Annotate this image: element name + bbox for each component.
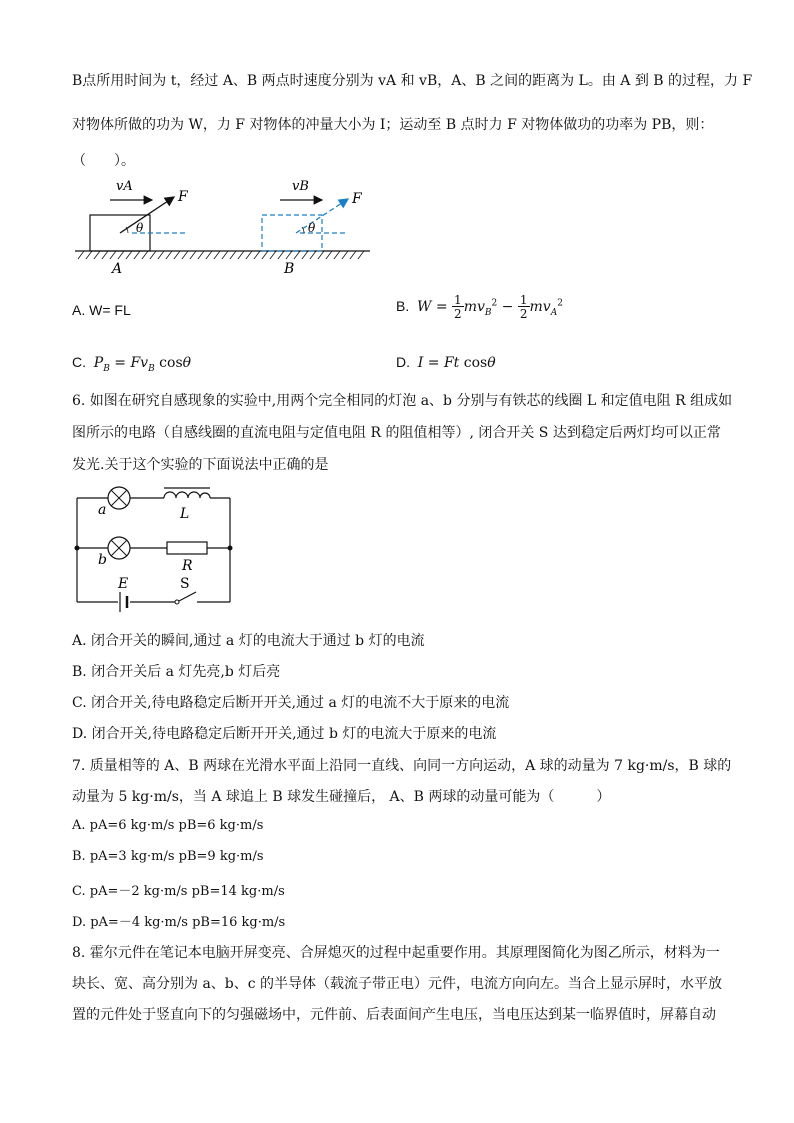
velocity-label-a: vA <box>116 179 133 194</box>
q8-stem-line-3: 置的元件处于竖直向下的匀强磁场中，元件前、后表面间产生电压，当电压达到某一临界值时，屏幕自动 <box>72 1007 716 1023</box>
force-label-a: F <box>178 189 188 205</box>
q5-option-c[interactable]: C. $P_B = Fv_B$ cosθ <box>72 354 192 374</box>
q7-option-d[interactable]: D. pA=－4 kg·m/s pB=16 kg·m/s <box>72 915 286 930</box>
inductor-label: L <box>180 506 190 522</box>
q6-stem-line-3: 发光.关于这个实验的下面说法中正确的是 <box>72 457 329 473</box>
q5-stem-line-2: 对物体所做的功为 W，力 F 对物体的冲量大小为 I；运动至 B 点时力 F 对物体做功的功率为 PB，则： <box>72 117 714 133</box>
q6-option-b[interactable]: B. 闭合开关后 a 灯先亮,b 灯后亮 <box>72 664 281 680</box>
q7-option-b[interactable]: B. pA=3 kg·m/s pB=9 kg·m/s <box>72 849 264 864</box>
point-label-a: A <box>112 261 123 277</box>
q5-stem-line-1: B点所用时间为 t，经过 A、B 两点时速度分别为 vA 和 vB，A、B 之间的距离为 L。由 A 到 B 的过程，力 F <box>72 73 753 89</box>
q8-stem-line-2: 块长、宽、高分别为 a、b、c 的半导体（载流子带正电）元件，电流方向向左。当合上显示屏时，水平放 <box>72 976 723 992</box>
theta-label-a: θ <box>136 221 144 235</box>
q6-stem-line-1: 6. 如图在研究自感现象的实验中,用两个完全相同的灯泡 a、b 分别与有铁芯的线圈 L 和定值电阻 R 组成如 <box>72 393 733 409</box>
q6-circuit <box>70 484 245 614</box>
inductor-l <box>164 488 210 498</box>
junction-left <box>75 546 80 551</box>
velocity-label-b: vB <box>292 179 309 194</box>
resistor-label: R <box>182 558 193 574</box>
switch-s <box>175 592 196 604</box>
battery-e <box>120 592 127 612</box>
q7-stem-line-2: 动量为 5 kg·m/s，当 A 球追上 B 球发生碰撞后， A、B 两球的动量可能为（ ） <box>72 789 611 805</box>
q7-option-a[interactable]: A. pA=6 kg·m/s pB=6 kg·m/s <box>72 818 264 833</box>
q5-option-a[interactable]: A. W= FL <box>72 302 131 318</box>
q5-figure <box>70 175 380 275</box>
battery-label: E <box>118 576 129 592</box>
lamp-b <box>108 537 130 559</box>
ground-hatch <box>78 251 364 259</box>
junction-right <box>228 546 233 551</box>
lamp-a <box>108 487 130 509</box>
q7-option-c[interactable]: C. pA=－2 kg·m/s pB=14 kg·m/s <box>72 884 285 899</box>
q5-option-d[interactable]: D. I = Ft cosθ <box>396 354 496 371</box>
theta-label-b: θ <box>308 221 316 235</box>
lamp-a-label: a <box>98 502 107 518</box>
lamp-b-label: b <box>98 552 107 568</box>
force-label-b: F <box>352 191 362 207</box>
q5-option-b[interactable]: B. W = $\frac{1}{2}$ $mv_B^2$ − $\frac{1}{2}$ $mv_A^2$ <box>396 293 563 321</box>
q6-option-c[interactable]: C. 闭合开关,待电路稳定后断开开关,通过 a 灯的电流不大于原来的电流 <box>72 695 510 711</box>
q6-stem-line-2: 图所示的电路（自感线圈的直流电阻与定值电阻 R 的阻值相等）, 闭合开关 S 达到稳定后两灯均可以正常 <box>72 425 721 441</box>
q6-option-a[interactable]: A. 闭合开关的瞬间,通过 a 灯的电流大于通过 b 灯的电流 <box>72 633 425 649</box>
q8-stem-line-1: 8. 霍尔元件在笔记本电脑开屏变亮、合屏熄灭的过程中起重要作用。其原理图简化为图乙所示，材料为一 <box>72 945 720 961</box>
q5-stem-line-3: （ ）。 <box>72 153 135 169</box>
switch-label: S <box>180 576 190 592</box>
q7-stem-line-1: 7. 质量相等的 A、B 两球在光滑水平面上沿同一直线、向同一方向运动，A 球的动量为 7 kg·m/s，B 球的 <box>72 758 732 774</box>
resistor-r <box>167 542 207 554</box>
point-label-b: B <box>284 261 295 277</box>
q6-option-d[interactable]: D. 闭合开关,待电路稳定后断开开关,通过 b 灯的电流大于原来的电流 <box>72 726 497 742</box>
